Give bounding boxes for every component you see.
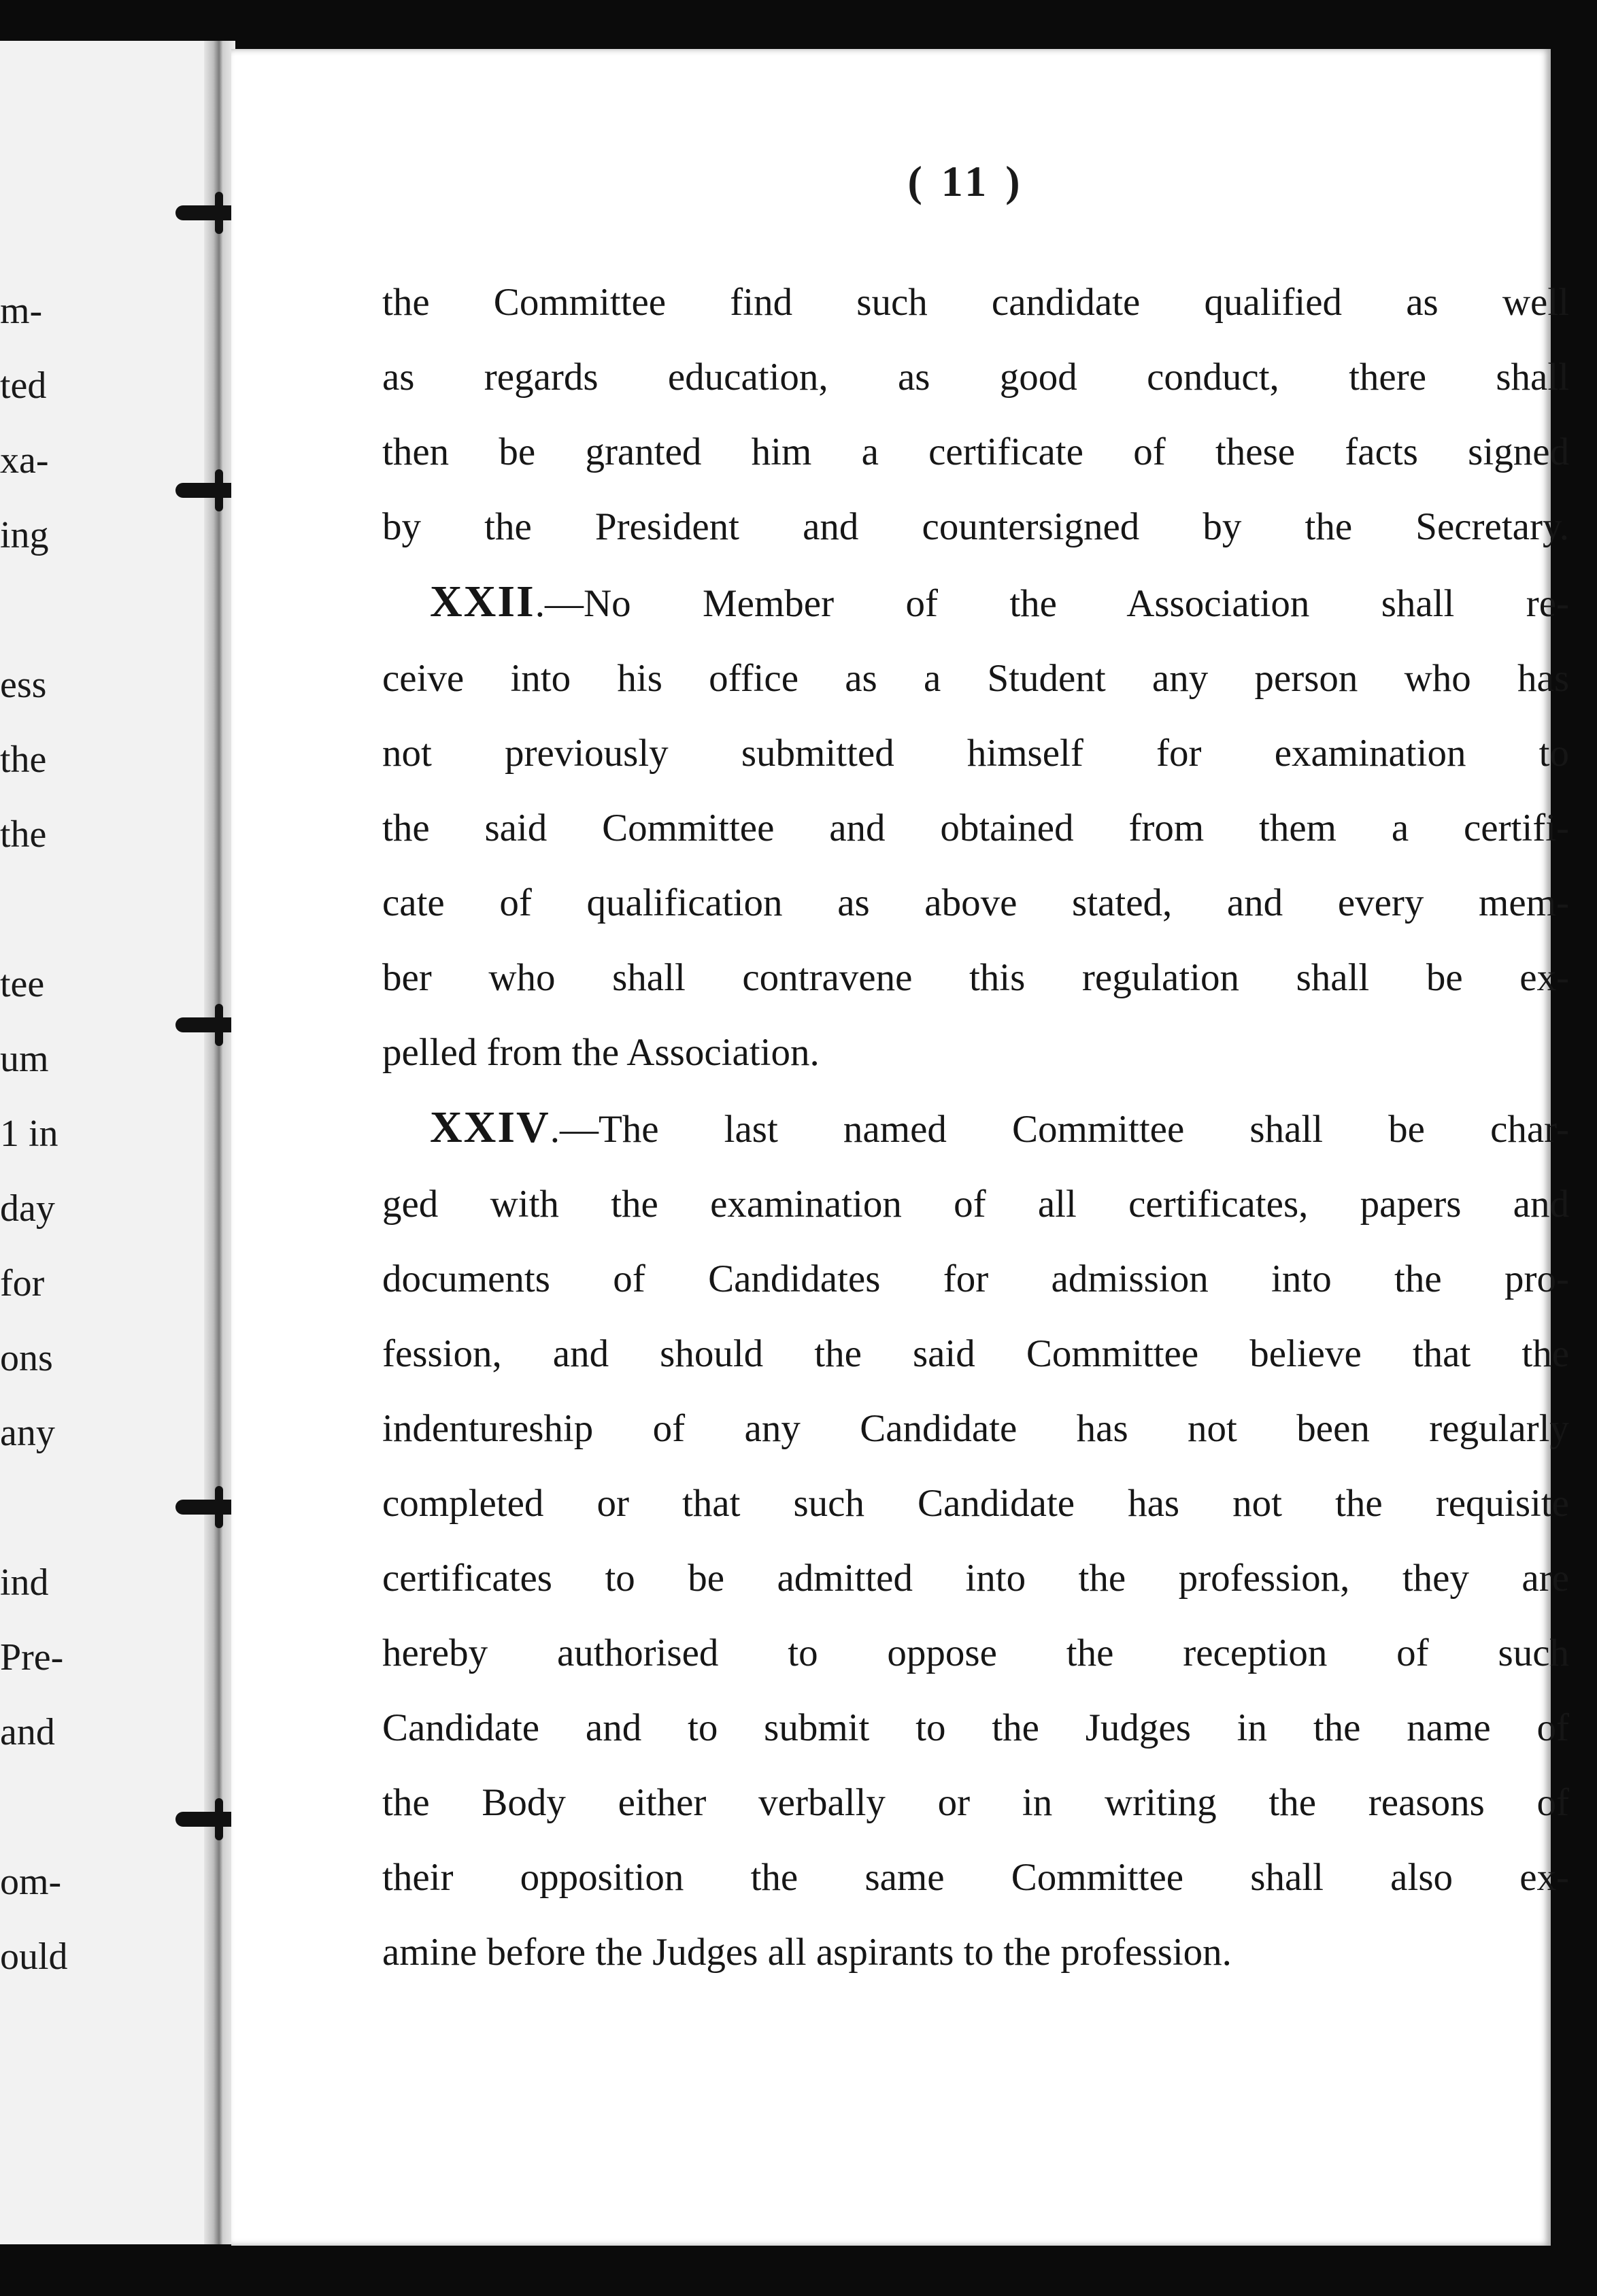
left-fragment: the: [0, 813, 47, 856]
left-fragment: um: [0, 1038, 49, 1080]
text-line: documents of Candidates for admission into the pro-: [382, 1257, 1569, 1300]
text-line: as regards education, as good conduct, there shall: [382, 356, 1569, 399]
text-line: not previously submitted himself for examination to: [382, 732, 1569, 775]
page-number: ( 11 ): [907, 157, 1024, 205]
text-line: the Committee find such candidate qualified as well: [382, 281, 1569, 324]
left-fragment: ons: [0, 1337, 53, 1379]
left-fragment: tee: [0, 963, 45, 1005]
text-line: Candidate and to submit to the Judges in the name of: [382, 1706, 1569, 1749]
text-line: cate of qualification as above stated, and every mem-: [382, 881, 1569, 924]
text-line: amine before the Judges all aspirants to the profession.: [382, 1931, 1232, 1974]
left-fragment: ess: [0, 664, 47, 706]
left-fragment: Pre-: [0, 1636, 64, 1678]
text-line: then be granted him a certificate of these facts signed: [382, 430, 1569, 473]
left-fragment: the: [0, 739, 47, 781]
text-line: pelled from the Association.: [382, 1031, 820, 1074]
left-fragment: om-: [0, 1861, 62, 1903]
section-number: XXII: [430, 577, 535, 626]
left-facing-page: [0, 41, 224, 2244]
text-line: indentureship of any Candidate has not been regularly: [382, 1407, 1569, 1450]
section-first-line: .—The last named Committee shall be char-: [550, 1108, 1569, 1151]
left-fragment: for: [0, 1262, 45, 1304]
left-fragment: ould: [0, 1936, 68, 1978]
text-line: the said Committee and obtained from them a certifi-: [382, 807, 1569, 849]
text-line: the Body either verbally or in writing the reasons of: [382, 1781, 1569, 1824]
text-line: ceive into his office as a Student any person who has: [382, 657, 1569, 700]
left-fragment: ted: [0, 365, 47, 407]
left-fragment: ing: [0, 514, 49, 556]
page-body: [382, 265, 1569, 1990]
left-fragment: m-: [0, 290, 43, 332]
left-fragment: ind: [0, 1561, 49, 1604]
text-line: their opposition the same Committee shall also ex-: [382, 1856, 1569, 1899]
text-line: ged with the examination of all certificates, papers and: [382, 1183, 1569, 1226]
left-fragment: 1 in: [0, 1113, 58, 1155]
left-fragment: any: [0, 1412, 55, 1454]
text-line: certificates to be admitted into the profession, they are: [382, 1557, 1569, 1600]
document-page: [231, 49, 1569, 2246]
left-fragment: day: [0, 1187, 55, 1230]
text-line: hereby authorised to oppose the reception of such: [382, 1632, 1569, 1674]
text-line: ber who shall contravene this regulation shall be ex-: [382, 956, 1569, 999]
section-first-line: .—No Member of the Association shall re-: [535, 582, 1569, 625]
section-xxii-heading-line: [382, 564, 1569, 641]
left-fragment: xa-: [0, 439, 49, 482]
left-fragment: and: [0, 1711, 55, 1753]
text-line: fession, and should the said Committee believe that the: [382, 1332, 1569, 1375]
section-number: XXIV: [430, 1102, 550, 1152]
text-line: by the President and countersigned by the Secretary.: [382, 505, 1569, 548]
section-xxiv-heading-line: [382, 1090, 1569, 1167]
text-line: completed or that such Candidate has not the requisite: [382, 1482, 1569, 1525]
